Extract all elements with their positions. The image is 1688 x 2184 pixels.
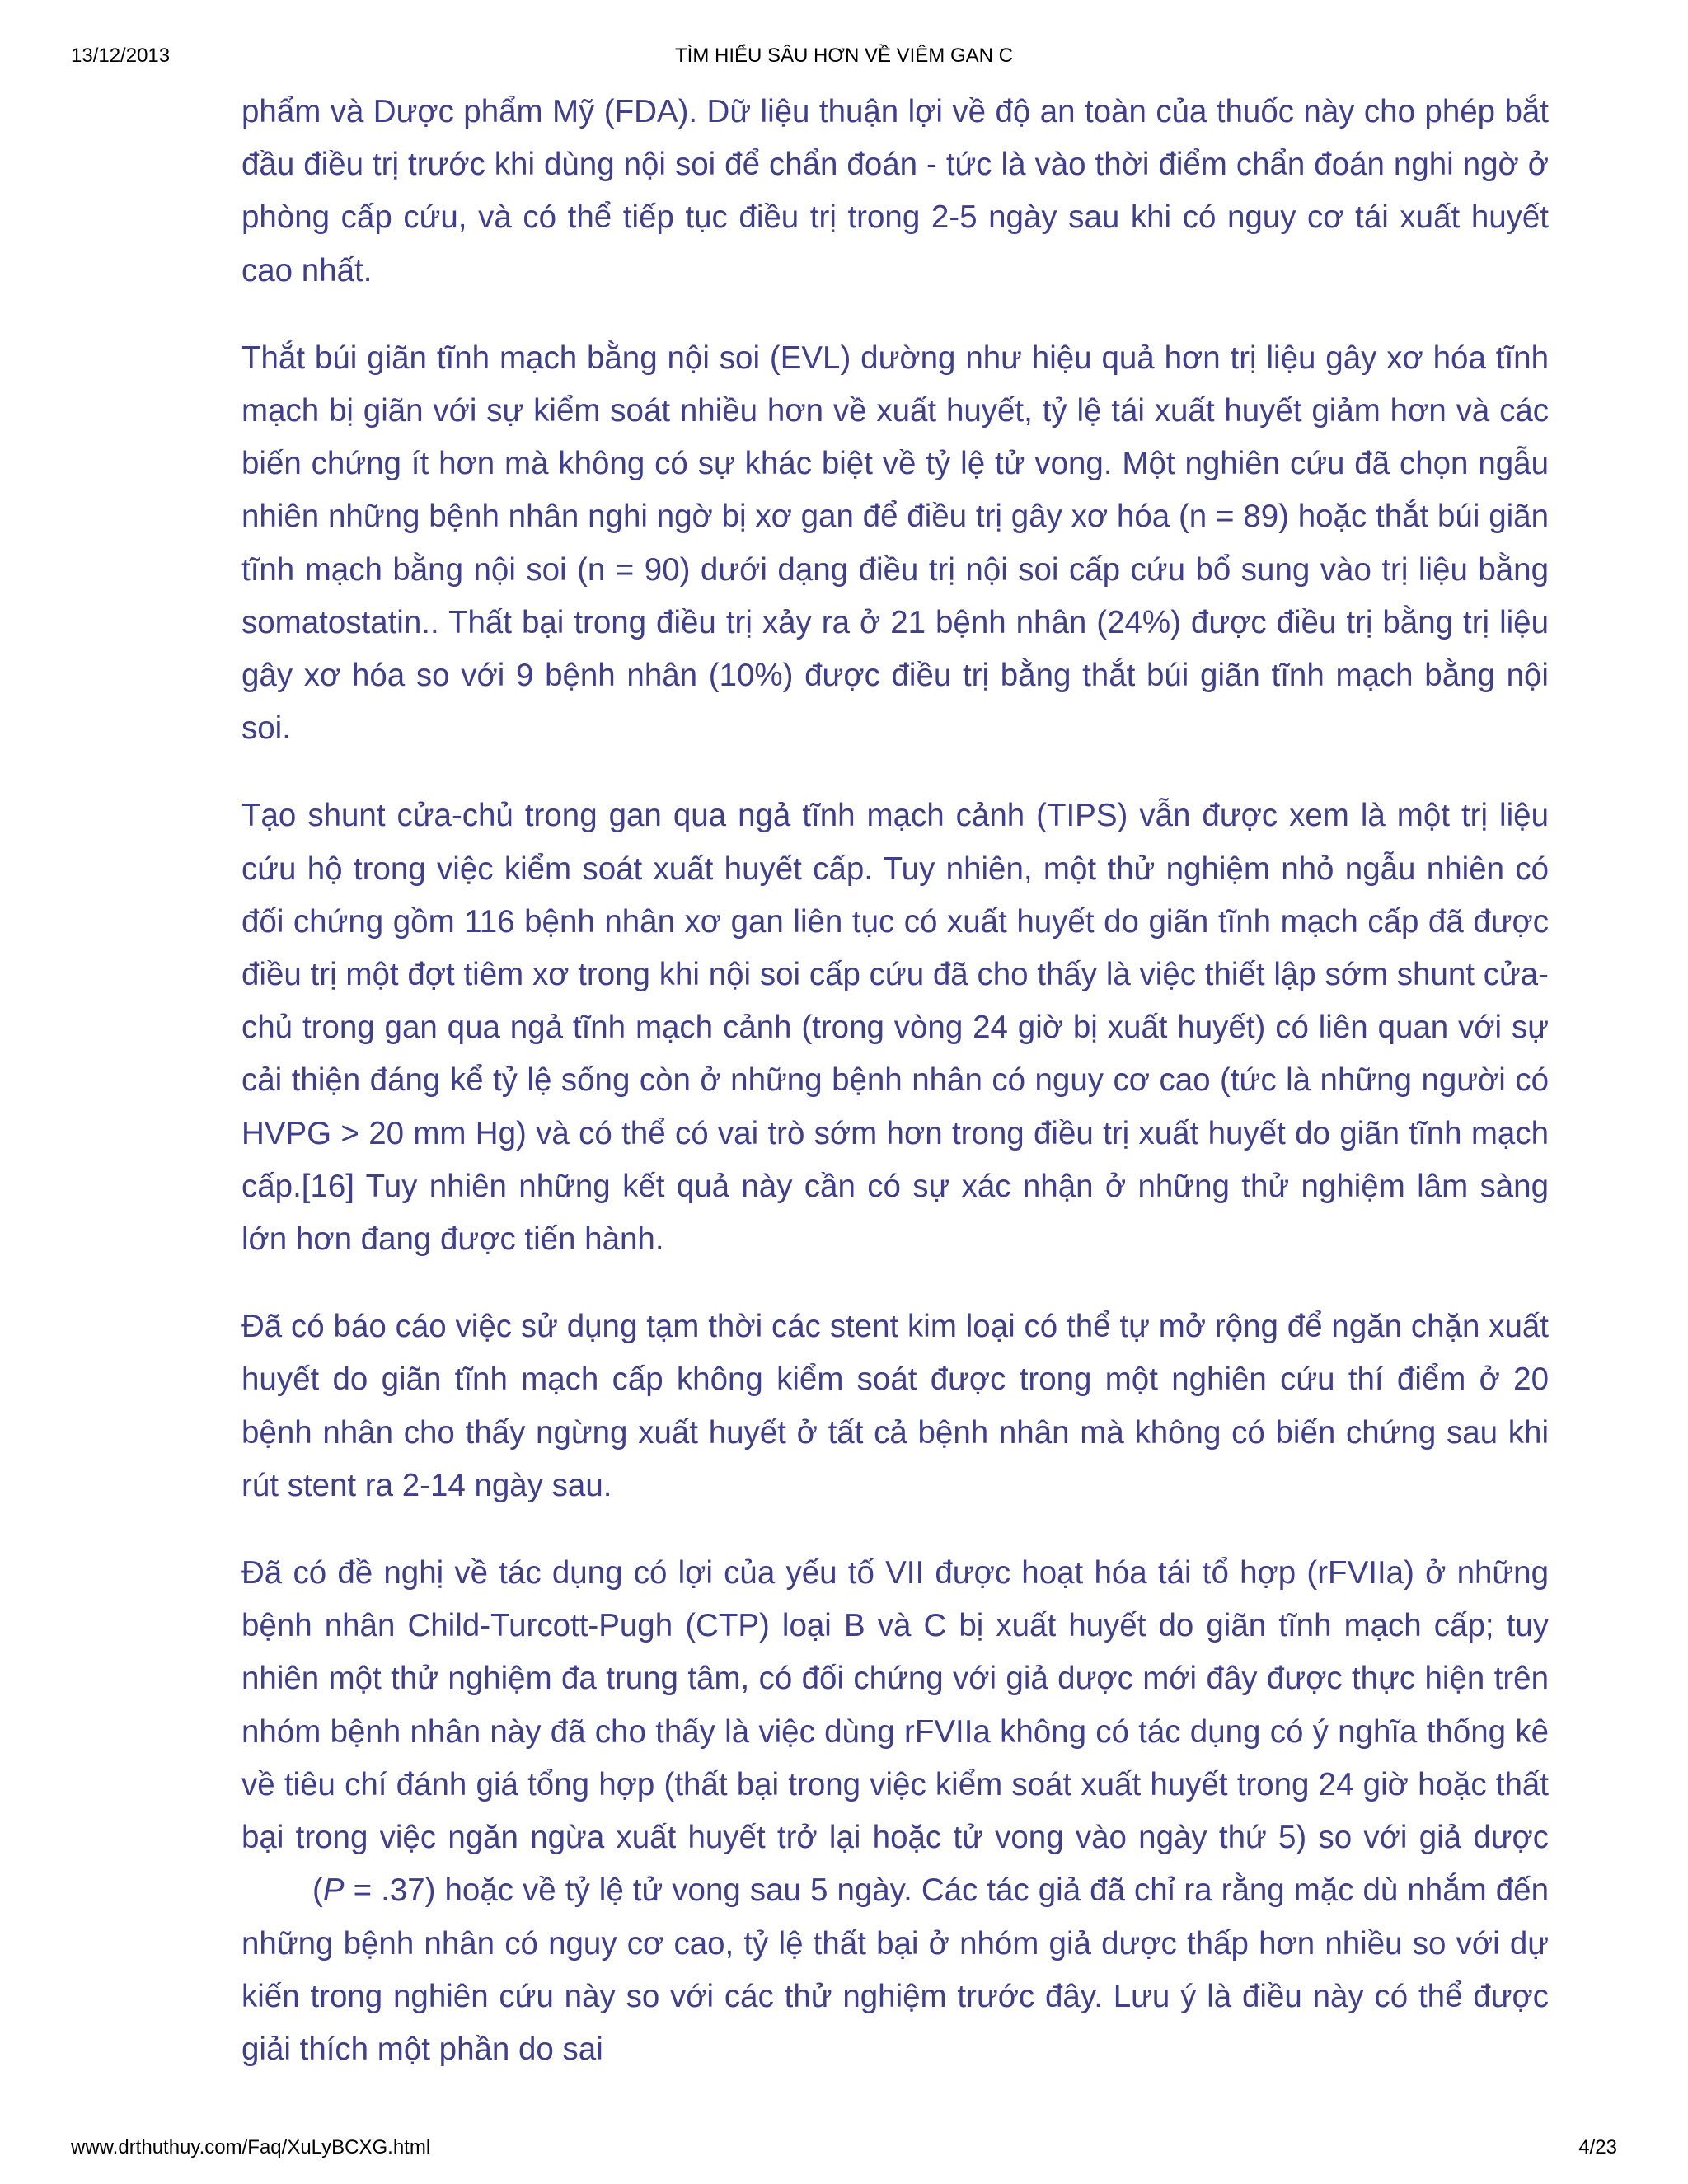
paragraph-5-part-b: = .37) hoặc về tỷ lệ tử vong sau 5 ngày. Các tác giả đã chỉ ra rằng mặc dù nhắm đến những bệnh nhân có nguy cơ cao, tỷ lệ thất bại ở nhóm giả dược thấp hơn nhiều so với dự kiến trong nghiên cứu này so với các thử nghiệm trước đây. Lưu ý là điều này có thể được giải thích một phần do sai bbox=[241, 1872, 1549, 2067]
paragraph-2: Thắt búi giãn tĩnh mạch bằng nội soi (EVL) dường như hiệu quả hơn trị liệu gây xơ hóa tĩnh mạch bị giãn với sự kiểm soát nhiều hơn về xuất huyết, tỷ lệ tái xuất huyết giảm hơn và các biến chứng ít hơn mà không có sự khác biệt về tỷ lệ tử vong. Một nghiên cứu đã chọn ngẫu nhiên những bệnh nhân nghi ngờ bị xơ gan để điều trị gây xơ hóa (n = 89) hoặc thắt búi giãn tĩnh mạch bằng nội soi (n = 90) dưới dạng điều trị nội soi cấp cứu bổ sung vào trị liệu bằng somatostatin.. Thất bại trong điều trị xảy ra ở 21 bệnh nhân (24%) được điều trị bằng trị liệu gây xơ hóa so với 9 bệnh nhân (10%) được điều trị bằng thắt búi giãn tĩnh mạch bằng nội soi. bbox=[241, 340, 1549, 747]
print-footer bbox=[71, 2131, 1617, 2164]
page-number: 4/23 bbox=[1578, 2136, 1617, 2158]
paragraph-5-part-a: Đã có đề nghị về tác dụng có lợi của yếu tố VII được hoạt hóa tái tổ hợp (rFVIIa) ở những bệnh nhân Child-Turcott-Pugh (CTP) loại B và C bị xuất huyết do giãn tĩnh mạch cấp; tuy nhiên một thử nghiệm đa trung tâm, có đối chứng với giả dược mới đây được thực hiện trên nhóm bệnh nhân này đã cho thấy là việc dùng rFVIIa không có tác dụng có ý nghĩa thống kê về tiêu chí đánh giá tổng hợp (thất bại trong việc kiểm soát xuất huyết trong 24 giờ hoặc thất bại trong việc ngăn ngừa xuất huyết trở lại hoặc tử vong vào ngày thứ 5) so với giả dược bbox=[241, 1555, 1549, 1856]
paragraph-5 bbox=[241, 1547, 1549, 2076]
page-url: www.drthuthuy.com/Faq/XuLyBCXG.html bbox=[71, 2136, 431, 2158]
p-value-symbol: P bbox=[322, 1872, 345, 1909]
paragraph-4: Đã có báo cáo việc sử dụng tạm thời các stent kim loại có thể tự mở rộng để ngăn chặn xuất huyết do giãn tĩnh mạch cấp không kiểm soát được trong một nghiên cứu thí điểm ở 20 bệnh nhân cho thấy ngừng xuất huyết ở tất cả bệnh nhân mà không có biến chứng sau khi rút stent ra 2-14 ngày sau. bbox=[241, 1309, 1549, 1503]
paragraph-3: Tạo shunt cửa-chủ trong gan qua ngả tĩnh mạch cảnh (TIPS) vẫn được xem là một trị liệu cứu hộ trong việc kiểm soát xuất huyết cấp. Tuy nhiên, một thử nghiệm nhỏ ngẫu nhiên có đối chứng gồm 116 bệnh nhân xơ gan liên tục có xuất huyết do giãn tĩnh mạch cấp đã được điều trị một đợt tiêm xơ trong khi nội soi cấp cứu đã cho thấy là việc thiết lập sớm shunt cửa-chủ trong gan qua ngả tĩnh mạch cảnh (trong vòng 24 giờ bị xuất huyết) có liên quan với sự cải thiện đáng kể tỷ lệ sống còn ở những bệnh nhân có nguy cơ cao (tức là những người có HVPG > 20 mm Hg) và có thể có vai trò sớm hơn trong điều trị xuất huyết do giãn tĩnh mạch cấp.[16] Tuy nhiên những kết quả này cần có sự xác nhận ở những thử nghiệm lâm sàng lớn hơn đang được tiến hành. bbox=[241, 798, 1549, 1258]
article-body bbox=[241, 86, 1549, 2076]
paragraph-5-open-paren: ( bbox=[312, 1872, 323, 1909]
paragraph-1: phẩm và Dược phẩm Mỹ (FDA). Dữ liệu thuận lợi về độ an toàn của thuốc này cho phép bắt đầu điều trị trước khi dùng nội soi để chẩn đoán - tức là vào thời điểm chẩn đoán nghi ngờ ở phòng cấp cứu, và có thể tiếp tục điều trị trong 2-5 ngày sau khi có nguy cơ tái xuất huyết cao nhất. bbox=[241, 94, 1549, 288]
print-header bbox=[71, 40, 1617, 73]
print-page-title: TÌM HIỂU SÂU HƠN VỀ VIÊM GAN C bbox=[675, 45, 1013, 67]
print-date: 13/12/2013 bbox=[71, 45, 171, 67]
